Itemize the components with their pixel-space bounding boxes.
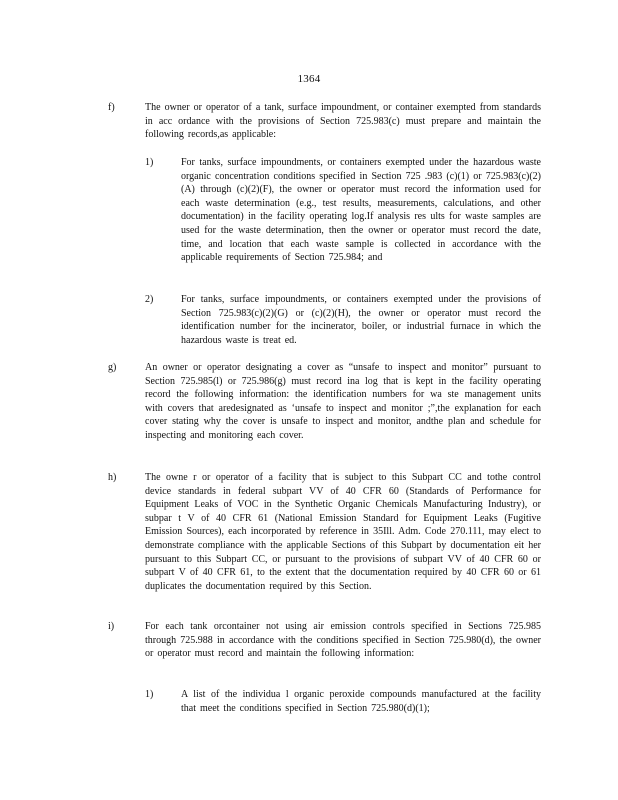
item-h-label: h) bbox=[108, 472, 117, 483]
item-f-2-text: For tanks, surface impoundments, or containers exempted under the provisions of Section 725.983(c)(2)(G) or (c)(2)(H), the owner or operator must record the identification number for the incinerator, boiler, or industrial furnace in which the hazardous waste is treat ed. bbox=[181, 294, 541, 346]
item-g-label: g) bbox=[108, 362, 117, 373]
item-f-1-text: For tanks, surface impoundments, or containers exempted under the hazardous waste organic concentration conditions specified in Section 725 .983 (c)(1) or 725.983(c)(2)(A) through (c)(2)(F), the owner or operator must record the information used for each waste determination (e.g., test results, measurements, calculations, and other documentation) in the facility operating log.If analysis res ults for waste samples are used for the waste determination, then the owner or operator must record the date, time, and location that each waste sample is collected in accordance with the applicable requirements of Section 725.984; and bbox=[181, 157, 541, 264]
item-i-text: For each tank orcontainer not using air emission controls specified in Sections 725.985 through 725.988 in accordance with the conditions specified in Section 725.980(d), the owner or operator must record and maintain the following information: bbox=[145, 621, 541, 660]
item-f-label: f) bbox=[108, 102, 115, 113]
item-f-text: The owner or operator of a tank, surface impoundment, or container exempted from standards in acc ordance with the provisions of Section 725.983(c) must prepare and maintain the following records,as applicable: bbox=[145, 102, 541, 141]
item-g-text: An owner or operator designating a cover as “unsafe to inspect and monitor” pursuant to Section 725.985(l) or 725.986(g) must record ina log that is kept in the facility operating record the following information: the identification numbers for wa ste management units with covers that aredesignated as ‘unsafe to inspect and monitor ;”,the explanation for each cover stating why the cover is unsafe to inspect and monitor, andthe plan and schedule for inspecting and monitoring each cover. bbox=[145, 362, 541, 441]
item-i-1-text: A list of the individua l organic peroxide compounds manufactured at the facility that meet the conditions specified in Section 725.980(d)(1); bbox=[181, 689, 541, 714]
item-f-1-label: 1) bbox=[145, 157, 154, 168]
item-h-text: The owne r or operator of a facility that is subject to this Subpart CC and tothe control device standards in federal subpart VV of 40 CFR 60 (Standards of Performance for Equipment Leaks of VOC in the Synthetic Organic Chemicals Manufacturing Industry), or subpar t V of 40 CFR 61 (National Emission Standard for Equipment Leaks (Fugitive Emission Sources), each incorporated by reference in 35Ill. Adm. Code 270.111, may elect to demonstrate compliance with the applicable Sections of this Subpart by documentation eit her pursuant to this Subpart CC, or pursuant to the provisions of subpart VV of 40 CFR 60 or subpart V of 40 CFR 61, to the extent that the documentation required by 40 CFR 60 or 61 duplicates the documentation required by this Section. bbox=[145, 472, 541, 592]
item-f-2-label: 2) bbox=[145, 294, 154, 305]
item-i-1-label: 1) bbox=[145, 689, 154, 700]
item-i-label: i) bbox=[108, 621, 115, 632]
page-number: 1364 bbox=[297, 73, 321, 85]
